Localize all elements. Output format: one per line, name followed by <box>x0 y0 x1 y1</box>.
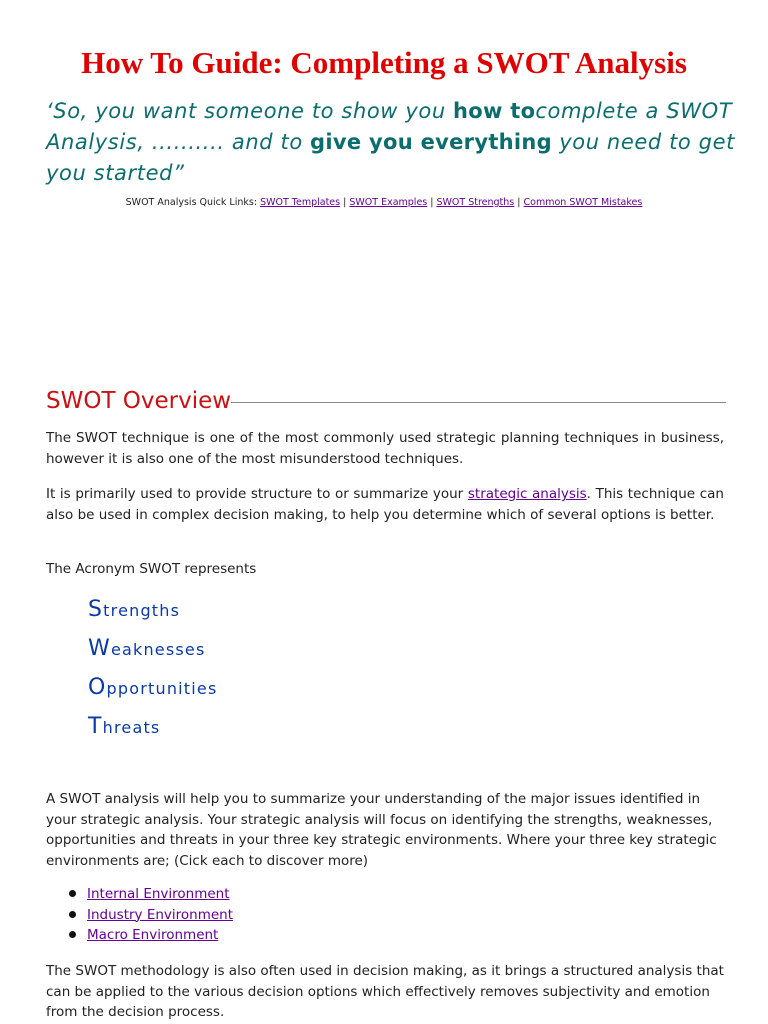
section-heading: SWOT Overview <box>46 388 232 414</box>
quote-emphasis-1: how to <box>453 99 536 123</box>
quote-part-2: complete a SWOT Analysis, .......... and to <box>46 99 733 154</box>
bullet-icon <box>69 911 76 918</box>
acronym-intro: The Acronym SWOT represents <box>46 561 257 577</box>
section-header <box>46 386 726 416</box>
acronym-strengths <box>88 599 180 622</box>
quick-links-label: SWOT Analysis Quick Links: <box>125 197 261 208</box>
quick-links-separator: | <box>514 197 524 208</box>
link-strategic-analysis[interactable]: strategic analysis <box>467 486 587 502</box>
acronym-word: eaknesses <box>110 640 206 659</box>
acronym-weaknesses <box>88 638 206 661</box>
quote-emphasis-2: give you everything <box>310 130 552 154</box>
quick-links-bar <box>0 197 768 209</box>
environments-list <box>46 884 646 946</box>
paragraph-text: . This technique can also be used in complex decision making, to help you determine which of several options is better. <box>46 486 724 523</box>
link-swot-strengths[interactable]: SWOT Strengths <box>436 197 515 208</box>
intro-quote <box>46 96 736 189</box>
link-industry-environment[interactable]: Industry Environment <box>87 906 234 923</box>
methodology-paragraph: The SWOT methodology is also often used in decision making, as it brings a structured analysis that can be applied to the various decision options which effectively removes subjectivity and emotion from the decision process. <box>46 963 724 1020</box>
bullet-icon <box>69 890 76 897</box>
list-item <box>46 925 646 946</box>
overview-paragraph-1: The SWOT technique is one of the most commonly used strategic planning techniques in business, however it is also one of the most misunderstood techniques. <box>46 430 724 467</box>
quote-part-3: you need to get you started” <box>46 130 735 185</box>
quick-links-separator: | <box>427 197 437 208</box>
link-common-swot-mistakes[interactable]: Common SWOT Mistakes <box>523 197 643 208</box>
bullet-icon <box>69 931 76 938</box>
acronym-letter: T <box>88 714 103 739</box>
link-swot-templates[interactable]: SWOT Templates <box>260 197 341 208</box>
acronym-word: pportunities <box>106 679 218 698</box>
acronym-letter: S <box>88 597 104 622</box>
acronym-opportunities <box>88 677 218 700</box>
analysis-paragraph: A SWOT analysis will help you to summarize your understanding of the major issues identified in your strategic analysis. Your strategic analysis will focus on identifying the strengths, weaknesses, opportunities and threats in your three key strategic environments. Where your three key strategic environments are; (Cick each to discover more) <box>46 791 717 869</box>
paragraph-text: It is primarily used to provide structure to or summarize your <box>46 486 468 502</box>
quick-links-separator: | <box>340 197 350 208</box>
list-item <box>46 884 646 905</box>
link-swot-examples[interactable]: SWOT Examples <box>349 197 428 208</box>
link-internal-environment[interactable]: Internal Environment <box>87 886 230 902</box>
page-title: How To Guide: Completing a SWOT Analysis <box>81 45 687 80</box>
acronym-letter: W <box>88 636 111 661</box>
quote-part-1: ‘So, you want someone to show you <box>46 99 454 123</box>
list-item <box>46 905 646 926</box>
overview-paragraph-2 <box>46 484 724 525</box>
acronym-letter: O <box>88 675 107 700</box>
link-macro-environment[interactable]: Macro Environment <box>87 927 219 943</box>
acronym-word: hreats <box>102 718 161 737</box>
acronym-word: trengths <box>103 601 181 620</box>
acronym-threats <box>88 716 160 739</box>
